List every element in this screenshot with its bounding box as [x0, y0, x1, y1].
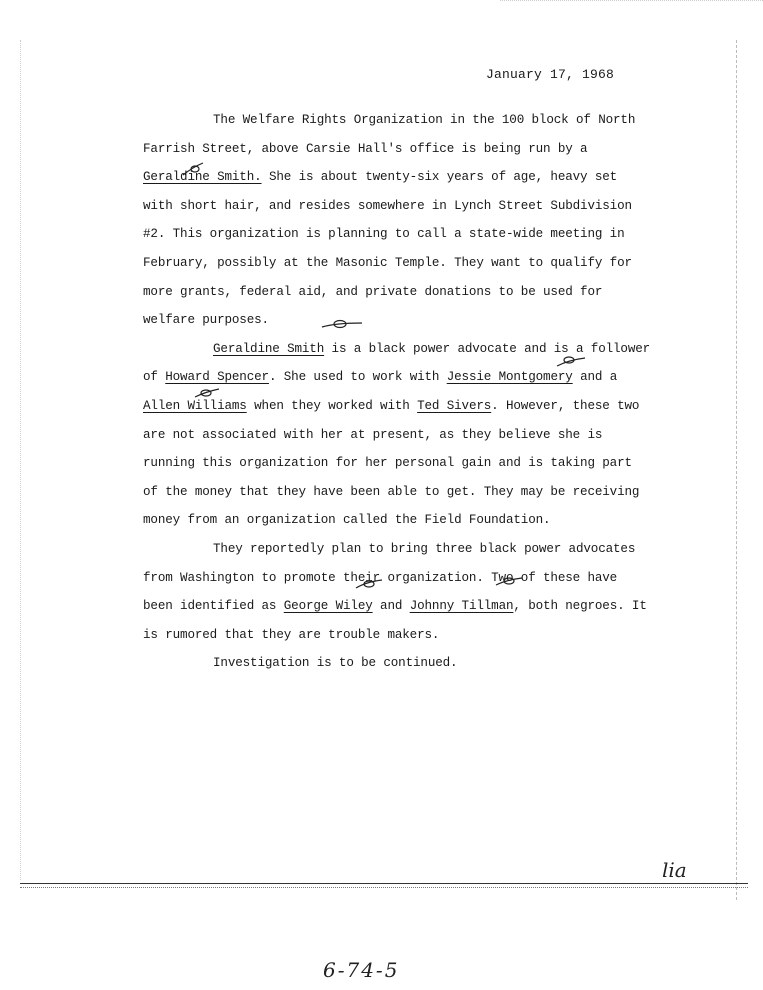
- underlined-name: Howard Spencer: [165, 370, 269, 385]
- paragraph-text: . However, these two are not associated with her at present, as they believe she is running this organization for her personal gain and is taking part of the money that they have been able to get. They may be receiving money from an organization called the Field Foundation.: [143, 398, 640, 528]
- paragraph-text: , both negroes. It is rumored that they are trouble makers.: [143, 599, 647, 642]
- underlined-name: Johnny Tillman: [409, 599, 514, 614]
- paragraph-text: and: [372, 599, 410, 614]
- underlined-name: Geraldine Smith: [213, 341, 325, 356]
- underlined-name: Geraldine Smith.: [143, 170, 262, 185]
- underlined-name: Ted Sivers: [417, 398, 492, 413]
- handwritten-initials: lia: [662, 858, 687, 882]
- paragraph-text: Investigation is to be continued.: [213, 656, 458, 671]
- paragraph-text: They reportedly plan to bring three black power advocates from Washington to promote their organization. Two of these have been identified as: [143, 541, 636, 614]
- underlined-name: George Wiley: [283, 599, 373, 614]
- paragraph-text: and a: [572, 370, 618, 385]
- paragraph-text: when they worked with: [246, 398, 418, 413]
- paragraph-text: She is about twenty-six years of age, heavy set with short hair, and resides somewhere in Lynch Street Subdivision #2. This organization is planning to call a state-wide meeting in February, possibly at the Masonic Temple. They want to qualify for more grants, federal aid, and private donations to be used for welfare purposes.: [143, 170, 632, 328]
- paragraph-text: The Welfare Rights Organization in the 100 block of North Farrish Street, above Carsie Hall's office is being run by a: [143, 113, 636, 156]
- document-date: January 17, 1968: [486, 67, 615, 82]
- paragraph-text: is a black power advocate and is a follower of: [143, 341, 651, 385]
- paragraph-text: . She used to work with: [268, 370, 447, 385]
- handwritten-document-number: 6-74-5: [323, 958, 400, 982]
- underlined-name: Jessie Montgomery: [446, 370, 573, 385]
- underlined-name: Allen Williams: [143, 398, 247, 413]
